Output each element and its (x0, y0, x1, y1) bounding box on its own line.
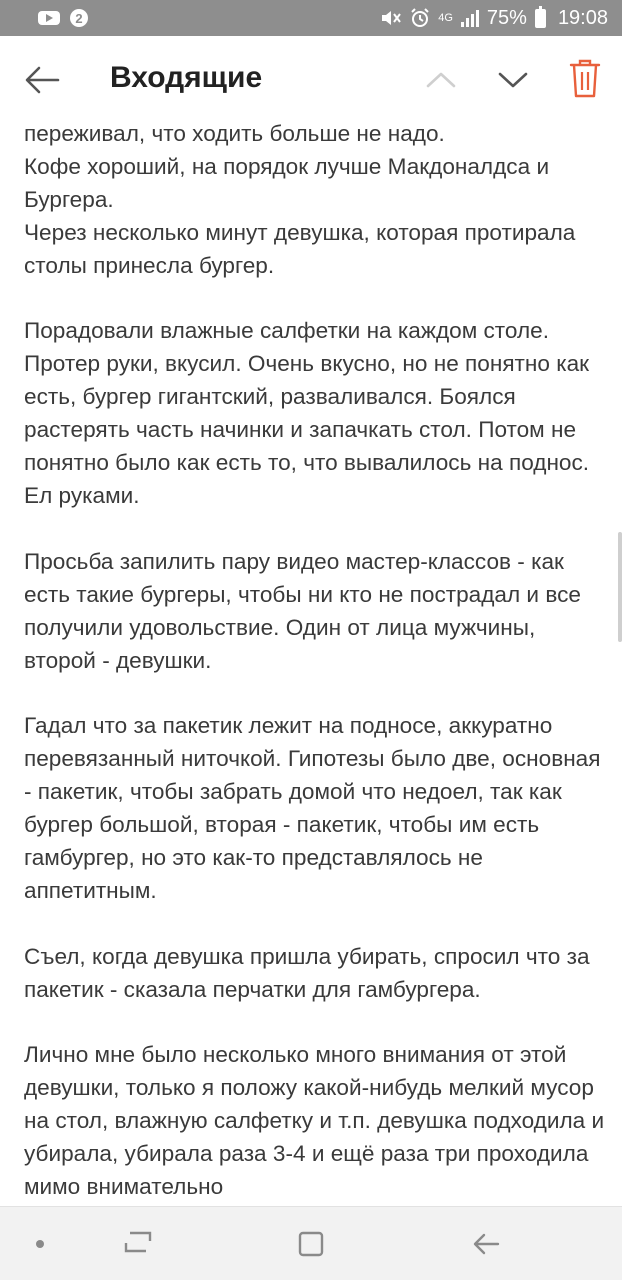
page-title: Входящие (110, 61, 263, 94)
signal-icon (461, 9, 479, 27)
youtube-icon (38, 11, 60, 25)
app-bar (0, 36, 622, 124)
nav-dot-icon (36, 1240, 44, 1248)
status-bar (0, 0, 622, 36)
chevron-up-icon[interactable] (424, 64, 458, 96)
alarm-icon (410, 8, 430, 28)
scrollbar[interactable] (618, 532, 622, 642)
clock: 19:08 (557, 6, 608, 29)
trash-icon[interactable] (568, 56, 602, 100)
battery-percent: 75% (486, 6, 527, 29)
arrow-left-icon[interactable] (24, 64, 60, 96)
mute-icon (380, 8, 402, 28)
network-type-label: 4G (438, 11, 453, 24)
message-body-text: переживал, что ходить больше не надо. Кофе хороший, на порядок лучше Макдоналдса и Бургера. Через несколько минут девушка, которая протирала столы принесла бургер. Порадовали влажные салфетки на каждом столе. Протер руки, вкусил. Очень вкусно, но не понятно как есть, бургер гигантский, разваливался. Боялся растерять часть начинки и запачкать стол. Потом не понятно было как есть то, что вывалилось на поднос. Ел руками. Просьба запилить пару видео мастер-классов - как есть такие бургеры, чтобы ни кто не пострадал и все получили удовольствие. Один от лица мужчины, второй - девушки. Гадал что за пакетик лежит на подносе, аккуратно перевязанный ниточкой. Гипотезы было две, основная - пакетик, чтобы забрать домой что недоел, так как бургер большой, вторая - пакетик, чтобы им есть гамбургер, но это как-то представлялось не аппетитным. Съел, когда девушка пришла убирать, спросил что за пакетик - сказала перчатки для гамбургера. Лично мне было несколько много внимания от этой девушки, только я положу какой-нибудь мелкий мусор на стол, влажную салфетку и т.п. девушка подходила и убирала, убирала раза 3-4 и ещё раза три проходила мимо внимательно (24, 124, 605, 1199)
notification-badge: 2 (70, 9, 88, 27)
battery-icon (535, 9, 546, 28)
chevron-down-icon[interactable] (496, 64, 530, 96)
recent-apps-icon[interactable] (122, 1229, 154, 1259)
home-icon[interactable] (296, 1229, 326, 1259)
message-body-container[interactable] (0, 124, 622, 1206)
system-nav-bar (0, 1206, 622, 1280)
back-nav-icon[interactable] (470, 1229, 502, 1259)
